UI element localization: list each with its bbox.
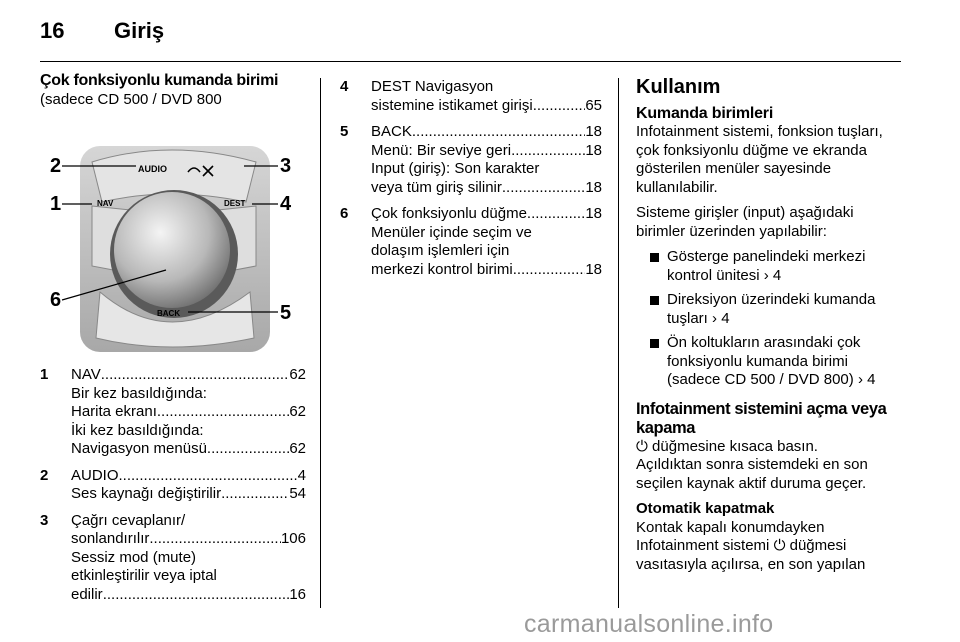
section-heading: Çok fonksiyonlu kumanda birimi bbox=[40, 72, 279, 89]
inputs-paragraph bbox=[636, 204, 902, 241]
toc-line bbox=[71, 485, 306, 504]
text-line: Direksiyon üzerindeki kumanda bbox=[667, 291, 876, 308]
toc-text: Navigasyon menüsü bbox=[71, 440, 207, 457]
dot-leader bbox=[533, 97, 586, 116]
text-line: Açıldıktan sonra sistemdeki en son bbox=[636, 456, 868, 473]
text-line: DEST Navigasyon bbox=[371, 78, 494, 95]
text-line: fonksiyonlu kumanda birimi bbox=[667, 352, 848, 370]
toc-text: Harita ekranı bbox=[71, 403, 157, 420]
control-unit-figure bbox=[40, 142, 304, 356]
toc-line bbox=[371, 205, 602, 224]
controls-paragraph bbox=[636, 123, 902, 197]
bullet-square-icon bbox=[650, 253, 659, 262]
page-ref[interactable]: 62 bbox=[289, 403, 306, 420]
auto-off-heading: Otomatik kapatmak bbox=[636, 500, 775, 517]
text-line: Sisteme girişler (input) aşağıdaki bbox=[636, 204, 854, 221]
legend-item bbox=[40, 366, 306, 459]
legend-number: 5 bbox=[340, 123, 349, 140]
bullet-item bbox=[650, 291, 902, 328]
dot-leader bbox=[119, 467, 298, 486]
text-line: dolaşım işlemleri için bbox=[371, 242, 510, 259]
dest-button-label: DEST bbox=[224, 199, 246, 208]
text-line: düğmesine kısaca basın. bbox=[652, 437, 818, 455]
legend-number: 3 bbox=[40, 511, 49, 529]
callout-5: 5 bbox=[280, 302, 292, 324]
legend-list-continued bbox=[340, 78, 602, 279]
text-line: tuşları bbox=[667, 309, 708, 327]
usage-heading: Kullanım bbox=[636, 76, 721, 98]
text-line: Çağrı cevaplanır/ bbox=[71, 511, 186, 529]
toc-line bbox=[71, 440, 306, 459]
callout-1: 1 bbox=[50, 193, 62, 215]
page-ref[interactable]: 62 bbox=[289, 440, 306, 457]
text-line: seçilen kaynak aktif duruma geçer. bbox=[636, 474, 867, 492]
legend-body bbox=[71, 512, 306, 605]
column-divider-1 bbox=[320, 78, 321, 608]
page-ref[interactable]: 54 bbox=[289, 485, 306, 502]
power-paragraph bbox=[636, 438, 902, 494]
text-line: İki kez basıldığında: bbox=[71, 421, 204, 439]
bullet-item bbox=[650, 248, 902, 285]
auto-off-paragraph bbox=[636, 519, 902, 575]
legend-body bbox=[71, 467, 306, 504]
text-line: Kontak kapalı konumdayken bbox=[636, 518, 825, 536]
controls-subheading: Kumanda birimleri bbox=[636, 104, 774, 122]
legend-number: 1 bbox=[40, 366, 49, 383]
text-line: kontrol ünitesi bbox=[667, 266, 760, 284]
legend-body bbox=[371, 78, 602, 115]
callout-6: 6 bbox=[50, 289, 62, 311]
text-line: birimler üzerinden yapılabilir: bbox=[636, 222, 827, 240]
toc-line bbox=[371, 97, 602, 116]
page-ref[interactable]: 18 bbox=[585, 205, 602, 222]
callout-3: 3 bbox=[280, 155, 292, 177]
text-line: Input (giriş): Son karakter bbox=[371, 160, 540, 177]
power-icon: ⏻ bbox=[636, 437, 648, 455]
column-divider-2 bbox=[618, 78, 619, 608]
legend-item bbox=[340, 205, 602, 279]
callout-2: 2 bbox=[50, 155, 62, 177]
toc-line bbox=[71, 586, 306, 605]
column-2 bbox=[340, 78, 602, 287]
section-subheading: (sadece CD 500 / DVD 800 bbox=[40, 90, 222, 108]
legend-number: 6 bbox=[340, 205, 349, 222]
text-line: Menüler içinde seçim ve bbox=[371, 223, 532, 241]
page-number: 16 bbox=[40, 18, 65, 43]
legend-body bbox=[371, 123, 602, 197]
page-ref[interactable]: 18 bbox=[585, 123, 602, 140]
text-line: Sessiz mod (mute) bbox=[71, 548, 197, 566]
dot-leader bbox=[527, 205, 585, 224]
text-line: Gösterge panelindeki merkezi bbox=[667, 248, 866, 265]
legend-body bbox=[371, 205, 602, 279]
text-line: Ön koltukların arasındaki çok bbox=[667, 334, 861, 351]
toc-text: Menü: Bir seviye geri bbox=[371, 141, 512, 159]
text-line: gösterilen menüler sayesinde bbox=[636, 160, 832, 177]
toc-line bbox=[71, 366, 306, 385]
toc-text: NAV bbox=[71, 366, 101, 383]
dot-leader bbox=[412, 123, 585, 142]
toc-line bbox=[371, 142, 602, 161]
header-rule bbox=[40, 61, 901, 62]
page-ref[interactable]: 106 bbox=[280, 530, 306, 547]
page-ref-icon: › bbox=[712, 309, 718, 327]
dot-leader bbox=[221, 485, 289, 504]
column-3 bbox=[636, 78, 902, 581]
page-ref[interactable]: 4 bbox=[867, 371, 876, 388]
text-line: vasıtasıyla açılırsa, en son yapılan bbox=[636, 555, 866, 573]
page-ref[interactable]: 18 bbox=[585, 141, 602, 159]
toc-text: Çok fonksiyonlu düğme bbox=[371, 205, 527, 222]
bullet-item bbox=[650, 334, 902, 390]
bullet-square-icon bbox=[650, 339, 659, 348]
legend-item bbox=[340, 78, 602, 115]
page-ref[interactable]: 65 bbox=[585, 96, 602, 114]
toc-text: AUDIO bbox=[71, 466, 119, 484]
toc-line bbox=[71, 467, 306, 486]
toc-line bbox=[71, 530, 306, 549]
toc-text: sistemine istikamet girişi bbox=[371, 96, 533, 114]
legend-item bbox=[340, 123, 602, 197]
control-unit-illustration bbox=[40, 142, 304, 356]
page-ref[interactable]: 4 bbox=[297, 466, 306, 484]
legend-list bbox=[40, 366, 306, 604]
dot-leader bbox=[511, 142, 585, 161]
toc-line bbox=[371, 261, 602, 280]
section-title: Giriş bbox=[114, 18, 165, 43]
page-ref-icon: › bbox=[857, 371, 863, 388]
page-ref[interactable]: 16 bbox=[289, 585, 306, 603]
text-line: Bir kez basıldığında: bbox=[71, 384, 207, 402]
page-ref[interactable]: 18 bbox=[585, 260, 602, 278]
legend-number: 4 bbox=[340, 78, 349, 95]
legend-item bbox=[40, 467, 306, 504]
dot-leader bbox=[513, 261, 586, 280]
toc-text: BACK bbox=[371, 123, 412, 140]
page-ref-icon: › bbox=[763, 266, 769, 284]
dot-leader bbox=[101, 366, 290, 385]
text-line: düğmesi bbox=[789, 537, 847, 554]
text-line: çok fonksiyonlu düğme ve ekranda bbox=[636, 141, 867, 159]
bullet-square-icon bbox=[650, 296, 659, 305]
text-line: kullanılabilir. bbox=[636, 178, 718, 196]
text-line: Infotainment sistemini açma veya bbox=[636, 399, 887, 418]
page-ref[interactable]: 4 bbox=[772, 266, 782, 284]
legend-number: 2 bbox=[40, 466, 49, 484]
toc-line bbox=[71, 403, 306, 422]
column-1 bbox=[40, 72, 306, 612]
toc-text: Ses kaynağı değiştirilir bbox=[71, 485, 222, 502]
toc-line bbox=[371, 179, 602, 198]
dot-leader bbox=[157, 403, 289, 422]
dot-leader bbox=[103, 586, 290, 605]
toc-text: merkezi kontrol birimi bbox=[371, 260, 513, 278]
toc-text: veya tüm giriş silinir bbox=[371, 178, 502, 196]
dot-leader bbox=[149, 530, 281, 549]
toc-text: sonlandırılır bbox=[71, 530, 150, 547]
power-heading bbox=[636, 400, 902, 438]
audio-button-label: AUDIO bbox=[138, 164, 167, 174]
dot-leader bbox=[207, 440, 289, 459]
page-header bbox=[40, 18, 164, 44]
power-icon: ⏻ bbox=[773, 537, 786, 554]
legend-item bbox=[40, 512, 306, 605]
text-line: etkinleştirilir veya iptal bbox=[71, 567, 217, 584]
toc-text: edilir bbox=[71, 585, 103, 603]
page-ref[interactable]: 4 bbox=[721, 309, 730, 327]
nav-button-label: NAV bbox=[97, 199, 114, 208]
text-line: kapama bbox=[636, 418, 696, 437]
dot-leader bbox=[502, 179, 585, 198]
callout-4: 4 bbox=[280, 193, 292, 215]
toc-line bbox=[371, 123, 602, 142]
text-line: Infotainment sistemi bbox=[636, 537, 770, 554]
page-ref[interactable]: 62 bbox=[289, 366, 306, 383]
watermark: carmanualsonline.info bbox=[524, 610, 774, 638]
back-button-label: BACK bbox=[157, 309, 181, 318]
text-line: Infotainment sistemi, fonksion tuşları, bbox=[636, 123, 883, 140]
text-line: (sadece CD 500 / DVD 800) bbox=[667, 371, 854, 388]
multifunction-knob[interactable] bbox=[114, 192, 230, 308]
legend-body bbox=[71, 366, 306, 459]
page-ref[interactable]: 18 bbox=[585, 178, 602, 196]
